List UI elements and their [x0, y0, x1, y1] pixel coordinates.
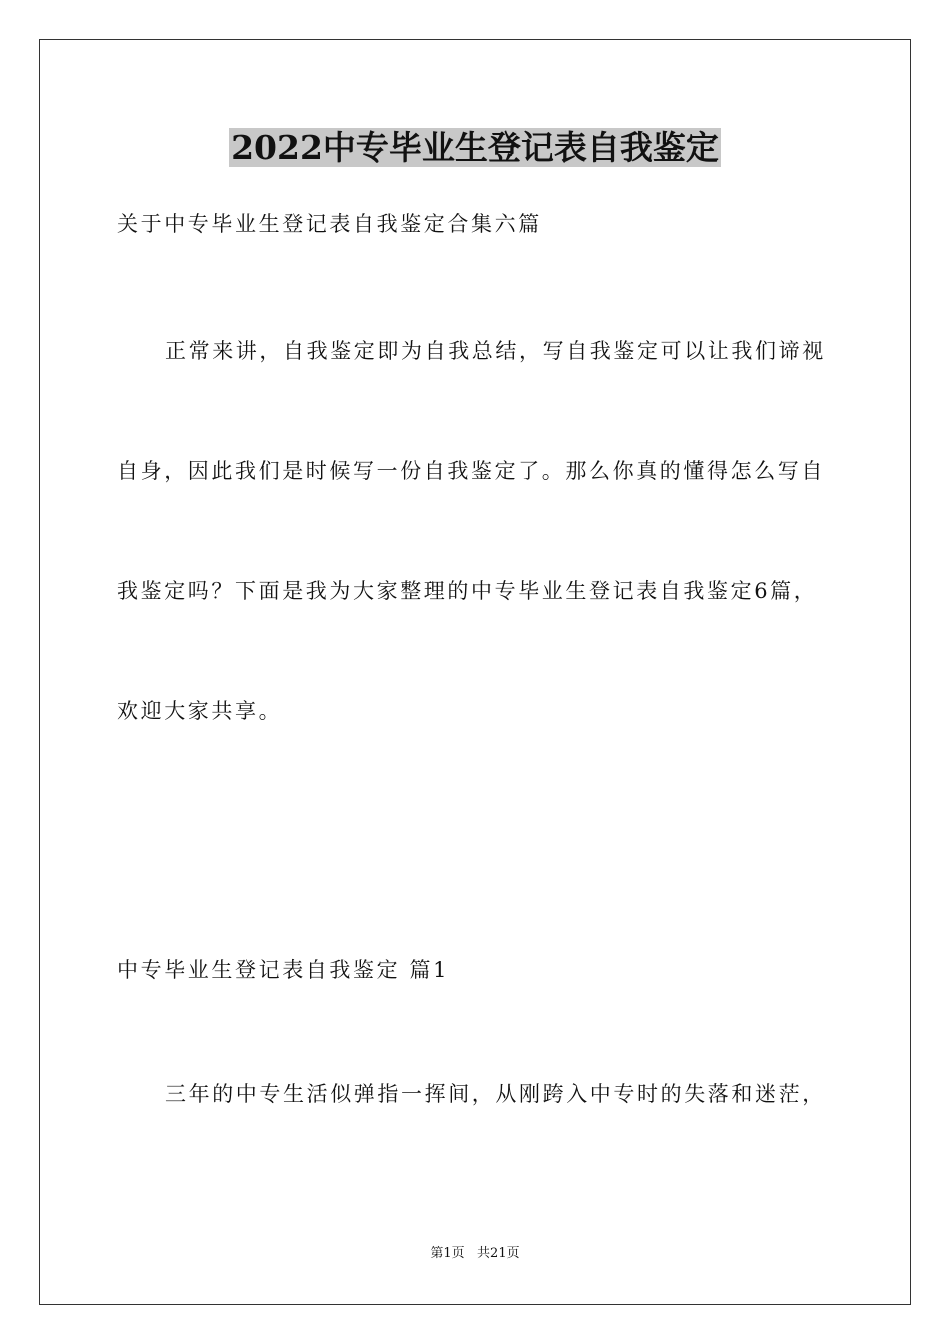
- intro-paragraph-line-2: 自身，因此我们是时候写一份自我鉴定了。那么你真的懂得怎么写自: [117, 459, 825, 483]
- intro-paragraph-line-3: 我鉴定吗？下面是我为大家整理的中专毕业生登记表自我鉴定6篇，: [117, 579, 818, 603]
- intro-paragraph-line-1: 正常来讲，自我鉴定即为自我总结，写自我鉴定可以让我们谛视: [165, 339, 826, 363]
- intro-paragraph-line-4: 欢迎大家共享。: [117, 699, 283, 723]
- section-paragraph-line-1: 三年的中专生活似弹指一挥间，从刚跨入中专时的失落和迷茫，: [165, 1082, 826, 1106]
- page-footer: 第1页 共21页: [430, 1246, 520, 1261]
- document-title: [0, 126, 950, 170]
- section-heading: 中专毕业生登记表自我鉴定 篇1: [117, 958, 450, 982]
- document-subtitle: 关于中专毕业生登记表自我鉴定合集六篇: [117, 212, 542, 236]
- document-title-text: 2022中专毕业生登记表自我鉴定: [231, 128, 719, 167]
